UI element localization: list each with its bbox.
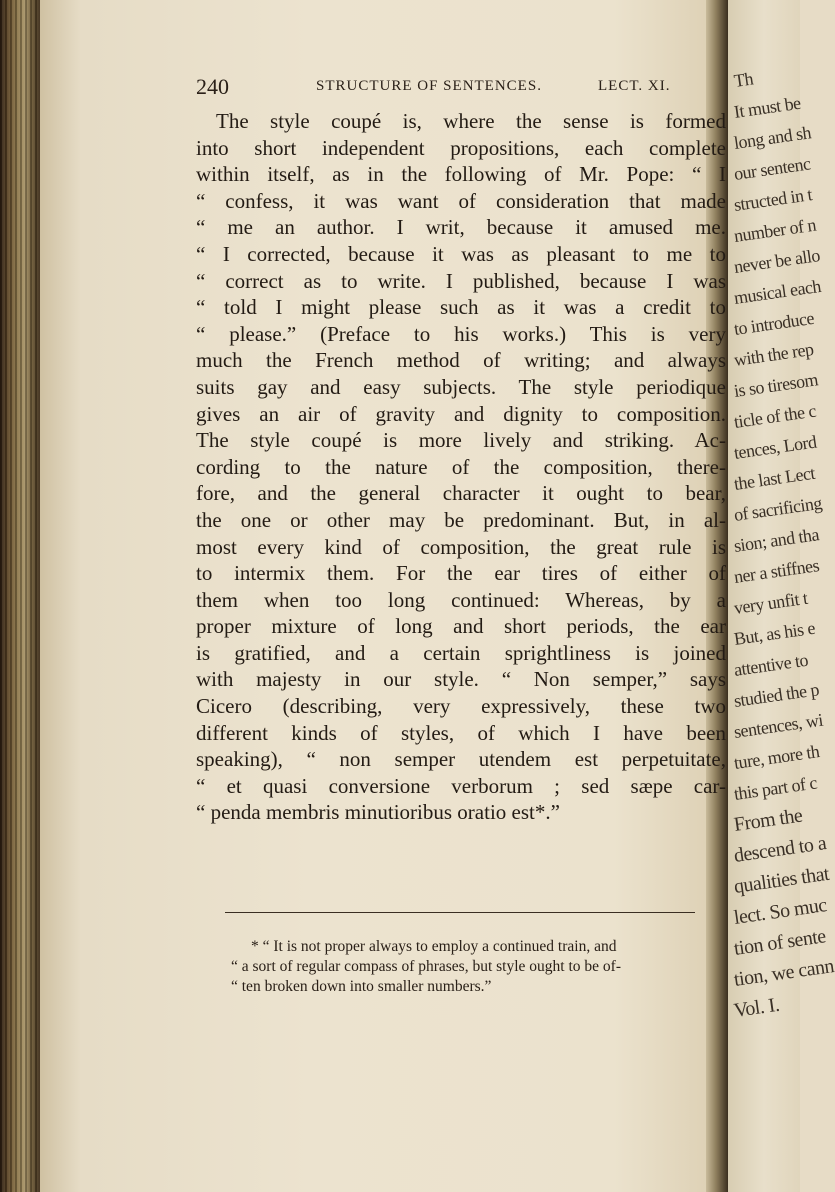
facing-page-fragment: But, as his e bbox=[732, 617, 817, 649]
running-title: STRUCTURE OF SENTENCES. bbox=[316, 78, 542, 94]
body-line: “ told I might please such as it was a credit to bbox=[196, 295, 726, 320]
footnote-rule bbox=[225, 912, 695, 913]
footnote-line: * “ It is not proper always to employ a continued train, and bbox=[251, 938, 617, 955]
body-text bbox=[196, 108, 726, 826]
facing-page-fragment: ticle of the c bbox=[732, 400, 818, 432]
body-line: “ correct as to write. I published, because I was bbox=[196, 268, 726, 293]
facing-page-fragment: ture, more th bbox=[732, 741, 821, 773]
facing-page-fragment: musical each bbox=[732, 275, 823, 308]
body-line: “ et quasi conversione verborum ; sed sæpe car- bbox=[196, 773, 726, 798]
body-line: different kinds of styles, of which I have been bbox=[196, 720, 726, 745]
facing-page-fragment: of sacrificing bbox=[732, 492, 823, 525]
facing-page-fragment: attentive to bbox=[732, 649, 810, 680]
facing-page-fragment: ner a stiffnes bbox=[732, 555, 821, 587]
body-line: cording to the nature of the composition, there- bbox=[196, 454, 726, 479]
body-line: the one or other may be predominant. But, in al- bbox=[196, 507, 726, 532]
facing-page-fragment: long and sh bbox=[732, 122, 813, 153]
body-line: fore, and the general character it ought to bear, bbox=[196, 481, 726, 506]
facing-page bbox=[728, 0, 835, 1192]
body-line: much the French method of writing; and always bbox=[196, 348, 726, 373]
body-line: “ I corrected, because it was as pleasant to me to bbox=[196, 241, 726, 266]
spine-texture bbox=[0, 0, 40, 1192]
facing-page-fragment: structed in t bbox=[732, 184, 814, 215]
body-line: to intermix them. For the ear tires of either of bbox=[196, 561, 726, 586]
facing-page-fragment: It must be bbox=[732, 92, 802, 122]
lecture-label: LECT. XI. bbox=[598, 78, 671, 94]
body-line: “ please.” (Preface to his works.) This is very bbox=[196, 321, 726, 346]
facing-page-fragment: very unfit t bbox=[732, 587, 809, 618]
body-line: is gratified, and a certain sprightliness is joined bbox=[196, 640, 726, 665]
body-line: with majesty in our style. “ Non semper,” says bbox=[196, 667, 726, 692]
body-line: into short independent propositions, each complete bbox=[196, 135, 726, 160]
body-line: speaking), “ non semper utendem est perpetuitate, bbox=[196, 747, 726, 772]
facing-page-fragment: Vol. I. bbox=[732, 993, 781, 1022]
facing-page-fragment: tion, we cann bbox=[732, 955, 835, 991]
facing-page-fragment: our sentenc bbox=[732, 153, 812, 184]
facing-page-fragment: From the bbox=[732, 804, 804, 836]
facing-page-fragment: sion; and tha bbox=[732, 524, 821, 556]
body-line: The style coupé is, where the sense is formed bbox=[216, 109, 726, 133]
body-line: “ me an author. I writ, because it amused me. bbox=[196, 215, 726, 240]
facing-page-fragment: never be allo bbox=[732, 245, 822, 277]
facing-page-fragment: studied the p bbox=[732, 679, 821, 711]
body-line: most every kind of composition, the great rule is bbox=[196, 534, 726, 559]
body-line: gives an air of gravity and dignity to composition. bbox=[196, 401, 726, 426]
body-line: “ penda membris minutioribus oratio est*.” bbox=[196, 800, 560, 825]
facing-page-fragment: lect. So muc bbox=[732, 894, 829, 929]
body-line: The style coupé is more lively and striking. Ac- bbox=[196, 428, 726, 453]
body-line: Cicero (describing, very expressively, these two bbox=[196, 694, 726, 719]
facing-page-fragment: tion of sente bbox=[732, 925, 828, 960]
body-line: suits gay and easy subjects. The style periodique bbox=[196, 374, 726, 399]
facing-page-fragment: tences, Lord bbox=[732, 431, 818, 463]
facing-page-fragment: number of n bbox=[732, 214, 818, 246]
body-line: within itself, as in the following of Mr. Pope: “ I bbox=[196, 162, 726, 187]
facing-page-fragment: this part of c bbox=[732, 772, 819, 804]
body-line: “ confess, it was want of consideration that made bbox=[196, 188, 726, 213]
facing-page-fragment: with the rep bbox=[732, 338, 815, 370]
page-number: 240 bbox=[196, 74, 229, 99]
running-header bbox=[196, 74, 734, 104]
facing-page-fragment: the last Lect bbox=[732, 462, 817, 494]
facing-page-fragment: is so tiresom bbox=[732, 369, 820, 401]
facing-page-fragment: Th bbox=[732, 68, 755, 91]
body-line: proper mixture of long and short periods, the ear bbox=[196, 614, 726, 639]
footnote-line: “ a sort of regular compass of phrases, but style ought to be of- bbox=[231, 958, 621, 975]
facing-page-fragment: qualities that bbox=[732, 862, 831, 898]
facing-page-fragment: descend to a bbox=[732, 832, 828, 867]
body-line: them when too long continued: Whereas, by a bbox=[196, 587, 726, 612]
footnote-line: “ ten broken down into smaller numbers.” bbox=[231, 978, 492, 995]
footnote bbox=[229, 937, 699, 997]
facing-page-fragment: sentences, wi bbox=[732, 709, 824, 742]
facing-page-fragment: to introduce bbox=[732, 307, 816, 339]
